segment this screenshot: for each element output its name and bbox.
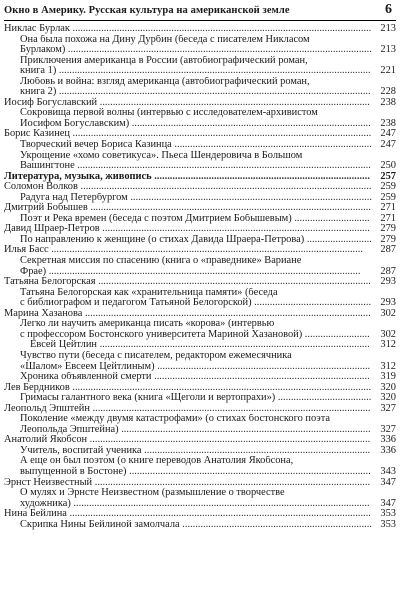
toc-entry-title: Лев Бердников ................................................................................................................... (4, 381, 372, 393)
toc-author-entry (0, 224, 396, 235)
toc-article-entry (0, 151, 396, 172)
dot-leader: ............................................................................................. (127, 192, 372, 203)
toc-entry-page: 347 (380, 476, 396, 488)
toc-entry-title: Учитель, воспитай ученика ....................................................................................... (20, 445, 371, 456)
toc-article-entry (0, 35, 396, 56)
toc-entry-title: Укрощение «хомо советикуса». Пьеса Шендеровича в Большом Вашингтоне ................................................................................................................. (20, 150, 371, 172)
dot-leader: ....................................................................................... (141, 445, 371, 456)
toc-entry-page: 327 (380, 423, 396, 435)
toc-article-entry (0, 520, 396, 531)
toc-entry-title: Давид Шраер-Петров ....................................................................................................... (4, 223, 370, 235)
toc-entry-page: 327 (380, 402, 396, 414)
dot-leader: ........................................................................................................................ (56, 65, 371, 77)
toc-author-entry (0, 245, 396, 256)
toc-entry-title: Сокровища первой волны (интервью с исследователем-архивистом Иосифом Богуславским) ............................................................................................ (20, 108, 371, 129)
toc-entry-page: 259 (380, 181, 396, 193)
toc-entry-page: 257 (380, 170, 396, 182)
toc-entry-page: 302 (380, 328, 396, 340)
dot-leader: ............................................................................................................ (87, 202, 371, 214)
dot-leader: .......................................................................................................... (92, 476, 371, 488)
toc-author-entry (0, 98, 396, 109)
page-number: 6 (385, 2, 392, 17)
toc-article-entry (0, 319, 396, 340)
toc-author-entry (0, 24, 396, 35)
toc-entry-page: 287 (380, 265, 396, 277)
toc-entry-page: 259 (380, 191, 396, 203)
toc-entry-title: Илья Басс ........................................................................................................................ (4, 244, 363, 256)
toc-entry-page: 250 (380, 160, 396, 172)
toc-entry-title: Поэт и Река времен (беседа с поэтом Дмитрием Бобышевым) ............................. (20, 213, 370, 224)
dot-leader: ............................................................................................................ (87, 434, 371, 446)
toc-entry-page: 347 (380, 497, 396, 509)
toc-entry-page: 279 (380, 233, 396, 245)
toc-entry-title: Радуга над Петербургом ............................................................................................. (20, 192, 372, 203)
toc-entry-page: 238 (380, 96, 396, 108)
dot-leader: ................................................................................................................... (69, 128, 372, 140)
toc-entry-title: Хроника объявленной смерти ................................................................................... (20, 372, 370, 383)
toc-entry-title: По направлению к женщине (о стихах Давида Шраера-Петрова) ......................... (20, 234, 372, 245)
toc-entry-page: 312 (380, 339, 396, 351)
toc-entry-title: Любовь и война: взгляд американца (автобиографический роман, книга 2) ........................................................................................................................ (20, 76, 371, 98)
toc-article-entry (0, 446, 396, 457)
toc-entry-page: 293 (380, 276, 396, 288)
toc-entry-page: 247 (380, 128, 396, 140)
toc-author-entry (0, 383, 396, 394)
toc-entry-title: Гримасы галантного века (книга «Щеголи и вертопрахи») .................................... (20, 393, 372, 404)
dot-leader: ........................................................................................................ (96, 340, 370, 351)
toc-entry-title: Легко ли научить американца писать «корова» (интервью с профессором Бостонского университета Мариной Хазановой) ......................... (20, 319, 370, 340)
toc-entry-page: 336 (380, 434, 396, 446)
toc-article-entry (0, 56, 396, 77)
toc-entry-title: Секретная миссия по спасению (книга о «праведнике» Вариане Фрае) ........................................................................................................................ (20, 256, 361, 277)
toc-entry-title: Татьяна Белогорская как «хранительница памяти» (беседа с библиографом и педагогом Татьяной Белогорской) ............................................. (20, 287, 372, 309)
dot-leader: ......................................................................................................... (95, 276, 371, 288)
dot-leader: .............................................................................................................. (82, 307, 371, 319)
toc-entry-title: Леопольд Эпштейн ........................................................................................................... (4, 402, 371, 414)
toc-entry-title: Творческий вечер Бориса Казинца ............................................................................ (20, 140, 372, 151)
dot-leader: ......................... (304, 234, 372, 245)
dot-leader: ..................................................................................................................... (65, 44, 372, 56)
toc-author-entry (0, 309, 396, 320)
dot-leader: .................................................................................. (154, 360, 371, 372)
table-of-contents (0, 24, 396, 530)
toc-article-entry (0, 288, 396, 309)
toc-entry-title: А еще он был поэтом (о книге переводов Анатолия Якобсона, выпущенной в Бостоне) ............................................................................................. (20, 456, 371, 477)
dot-leader: ................................................................................................................. (74, 160, 371, 172)
toc-article-entry (0, 77, 396, 98)
dot-leader: ................................................................................................................... (69, 381, 372, 393)
toc-entry-page: 213 (380, 44, 396, 56)
dot-leader: ................................................................................................ (118, 423, 371, 435)
dot-leader: ....................................................................................................... (99, 223, 370, 235)
dot-leader: ............................................. (251, 297, 372, 309)
toc-entry-page: 271 (380, 212, 396, 224)
toc-entry-page: 247 (380, 139, 396, 151)
toc-entry-page: 213 (380, 23, 396, 34)
toc-article-entry (0, 140, 396, 151)
toc-entry-page: 228 (380, 86, 396, 98)
toc-entry-title: Она была похожа на Дину Дурбин (беседа с писателем Никласом Бурлаком) ..................................................................................................................... (20, 34, 372, 56)
toc-entry-title: Нина Бейлина .................................................................................................................... (4, 508, 371, 520)
dot-leader: ......................... (302, 328, 370, 340)
dot-leader: ................................................................................... (151, 170, 370, 182)
toc-entry-page: 287 (380, 244, 396, 256)
toc-entry-title: О мулях и Эрнсте Неизвестном (размышление о творчестве художника) .................................................................................................................. (20, 488, 370, 509)
dot-leader: ........................................................................................................... (89, 402, 371, 414)
toc-article-entry (0, 340, 396, 351)
dot-leader: ............................................................................................. (126, 465, 371, 477)
toc-entry-title: Иосиф Богуславский ........................................................................................................ (4, 96, 370, 108)
toc-entry-page: 319 (380, 371, 396, 383)
toc-author-entry (0, 478, 396, 489)
toc-entry-page: 353 (380, 518, 396, 530)
toc-entry-page: 336 (380, 444, 396, 456)
toc-entry-title: Борис Казинец ................................................................................................................... (4, 128, 372, 140)
toc-entry-title: Приключения американца в России (автобиографический роман, книга 1) ........................................................................................................................ (20, 55, 371, 77)
running-title: Окно в Америку. Русская культура на американской земле (4, 5, 290, 16)
toc-article-entry (0, 108, 396, 129)
toc-entry-page: 343 (380, 465, 396, 477)
dot-leader: ......................................................................... (179, 519, 372, 530)
dot-leader: ........................................................................................................................ (46, 265, 361, 277)
toc-author-entry (0, 182, 396, 193)
toc-entry-title: Анатолий Якобсон ............................................................................................................ (4, 434, 371, 446)
dot-leader: .................................... (275, 393, 372, 404)
toc-entry-title: Татьяна Белогорская ......................................................................................................... (4, 276, 371, 288)
toc-entry-title: Никлас Бурлак ................................................................................................................... (4, 23, 372, 34)
toc-author-entry (0, 203, 396, 214)
toc-entry-title: Эрнст Неизвестный .......................................................................................................... (4, 476, 371, 488)
toc-entry-title: Дмитрий Бобышев ............................................................................................................ (4, 202, 371, 214)
toc-entry-page: 302 (380, 307, 396, 319)
toc-entry-page: 279 (380, 223, 396, 235)
toc-author-entry (0, 129, 396, 140)
toc-article-entry (0, 351, 396, 372)
toc-entry-page: 320 (380, 392, 396, 404)
toc-entry-title: Чувство пути (беседа с писателем, редактором ежемесячника «Шалом» Евсеем Цейтлиным) .................................................................................. (20, 350, 371, 372)
dot-leader: ............................. (291, 213, 370, 224)
toc-entry-page: 293 (380, 297, 396, 309)
toc-entry-page: 353 (380, 508, 396, 520)
header-rule (4, 20, 396, 21)
toc-entry-page: 238 (380, 117, 396, 129)
dot-leader: ............................................................................................ (129, 117, 371, 129)
dot-leader: ................................................................................................................ (77, 181, 372, 193)
toc-article-entry (0, 414, 396, 435)
toc-author-entry (0, 404, 396, 415)
toc-entry-title: Марина Хазанова .............................................................................................................. (4, 307, 371, 319)
dot-leader: ............................................................................ (171, 140, 372, 151)
dot-leader: .................................................................................................................. (70, 497, 370, 509)
toc-article-entry (0, 256, 396, 277)
toc-author-entry (0, 277, 396, 288)
dot-leader: ........................................................................................................................ (56, 86, 371, 98)
toc-entry-title: Литература, музыка, живопись ................................................................................... (4, 170, 370, 182)
dot-leader: ................................................................................................................... (69, 23, 372, 34)
toc-article-entry (0, 488, 396, 509)
toc-entry-page: 221 (380, 65, 396, 77)
dot-leader: ........................................................................................................................ (48, 244, 363, 256)
dot-leader: ................................................................................... (151, 372, 370, 383)
dot-leader: .................................................................................................................... (66, 508, 371, 520)
toc-author-entry (0, 435, 396, 446)
toc-article-entry (0, 456, 396, 477)
toc-entry-title: Скрипка Нины Бейлиной замолчала ......................................................................... (20, 519, 372, 530)
dot-leader: ........................................................................................................ (97, 96, 370, 108)
toc-entry-page: 271 (380, 202, 396, 214)
toc-entry-page: 312 (380, 360, 396, 372)
toc-entry-title: Поколение «между двумя катастрофами» (о стихах бостонского поэта Леопольда Эпштейна) ................................................................................................ (20, 414, 371, 435)
toc-author-entry (0, 509, 396, 520)
page-header (4, 2, 392, 20)
toc-entry-title: Евсей Цейтлин ........................................................................................................ (30, 340, 370, 351)
toc-entry-title: Соломон Волков ................................................................................................................ (4, 181, 372, 193)
toc-entry-page: 320 (380, 381, 396, 393)
